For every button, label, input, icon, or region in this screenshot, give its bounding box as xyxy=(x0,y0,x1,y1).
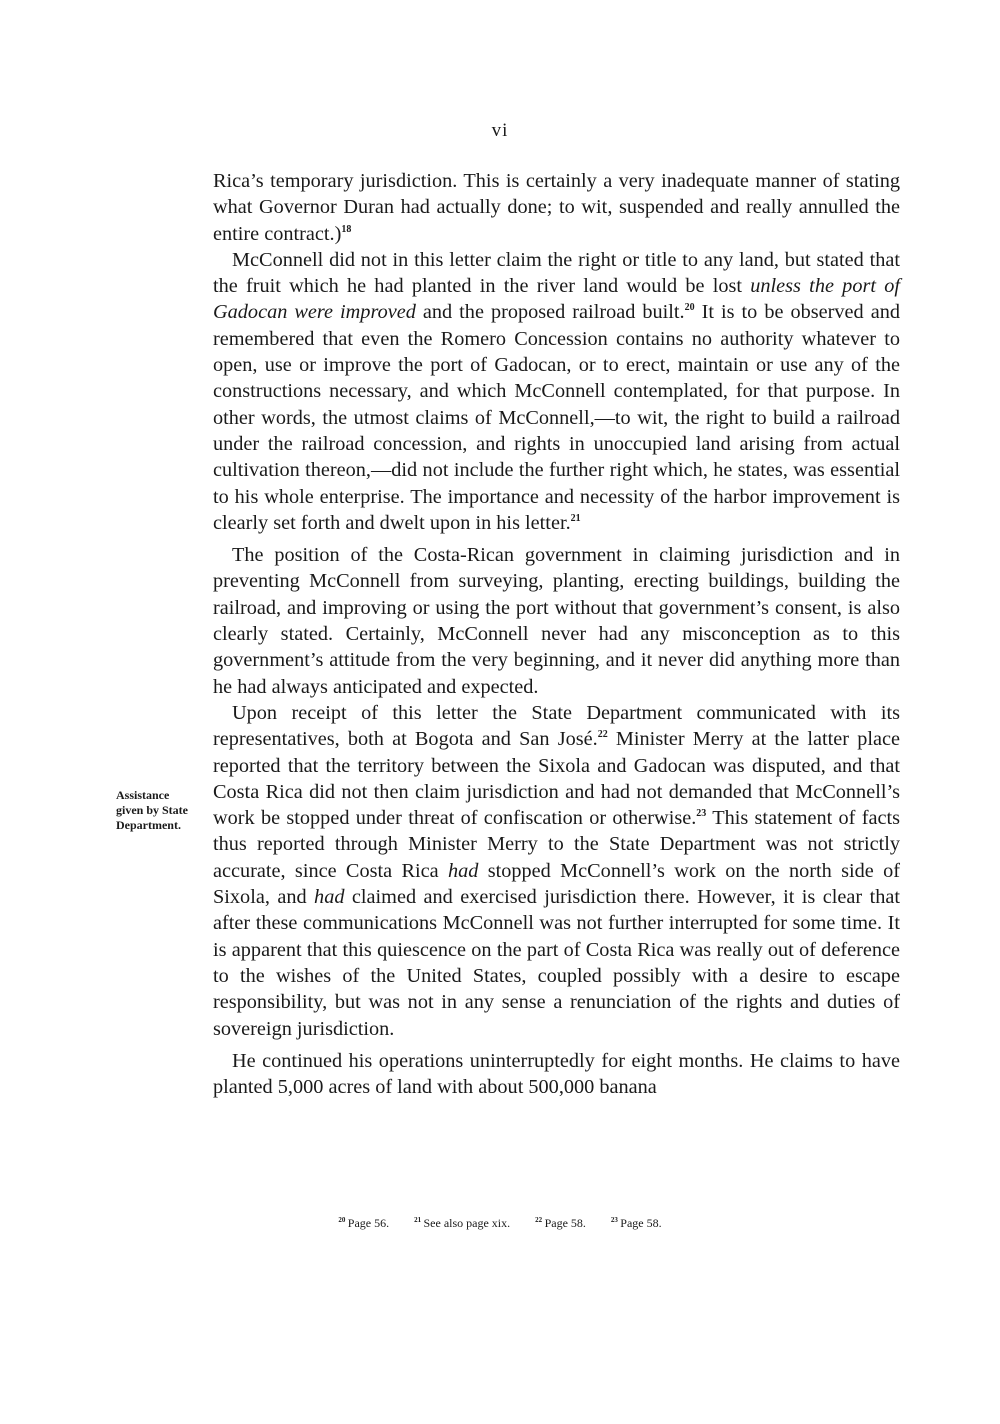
footnote-text: Page 56. xyxy=(347,1216,390,1230)
paragraph-text: stopped McConnell’s work on the north side of Sixola, and xyxy=(213,859,900,909)
footnote-ref: 22 xyxy=(597,729,608,741)
paragraph xyxy=(213,1048,900,1101)
paragraph-text: McConnell did not in this letter claim the right or title to any land, but stated that the fruit which he had planted in the river land would be lost xyxy=(213,248,900,298)
paragraph-continuation xyxy=(213,168,900,247)
paragraph-text: This statement of facts thus reported through Minister Merry to the State Department was not strictly accurate, since Costa Rica xyxy=(213,807,900,882)
page-number: vi xyxy=(491,120,509,141)
paragraph xyxy=(213,542,900,700)
footnote-number: 21 xyxy=(414,1216,422,1224)
margin-note-line: given by State xyxy=(116,803,188,817)
paragraph-text: claimed and exercised jurisdiction there. However, it is clear that after these communications McConnell was not further interrupted for some time. It is apparent that this quiescence on the part of Costa Rica was really out of deference to the wishes of the United States, coupled possibly with a desire to escape responsibility, but was not in any sense a renunciation of the rights and duties of sovereign jurisdiction. xyxy=(213,886,900,1040)
margin-note-line: Assistance xyxy=(116,788,170,802)
paragraph-text: He continued his operations uninterruptedly for eight months. He claims to have planted 5,000 acres of land with about 500,000 banana xyxy=(213,1049,900,1099)
footnote xyxy=(535,1216,586,1230)
margin-note-line: Department. xyxy=(116,818,181,832)
footnote-text: Page 58. xyxy=(620,1216,662,1230)
footnote-text: Page 58. xyxy=(544,1216,586,1230)
footnote-ref: 18 xyxy=(341,223,352,235)
paragraph-text: Minister Merry at the latter place reported that the territory between the Sixola and Gadocan was disputed, and that Costa Rica did not then claim jurisdiction and had not demanded that McConnell’s work be stopped under threat of confiscation or otherwise. xyxy=(213,728,900,830)
emphasis-text: unless the port of Gadocan were improved xyxy=(213,275,900,324)
paragraph-text: Upon receipt of this letter the State Department communicated with its representatives, both at Bogota and San José. xyxy=(213,701,900,751)
footnote-text: See also page xix. xyxy=(423,1216,511,1230)
emphasis-text: had xyxy=(447,859,479,882)
emphasis-text: had xyxy=(314,886,345,909)
footnotes xyxy=(0,1216,1000,1231)
paragraph xyxy=(213,700,900,1042)
body-text xyxy=(213,168,900,1100)
footnote-number: 23 xyxy=(610,1216,618,1224)
paragraph xyxy=(213,247,900,536)
footnote-number: 20 xyxy=(338,1216,346,1224)
paragraph-text: Rica’s temporary jurisdiction. This is certainly a very inadequate manner of stating what Governor Duran had actually done; to wit, suspended and really annulled the entire contract.) xyxy=(213,170,900,245)
paragraph-text: The position of the Costa-Rican government in claiming jurisdiction and in preventing McConnell from surveying, planting, erecting buildings, building the railroad, and improving or using the port without that government’s consent, is also clearly stated. Certainly, McConnell never had any misconception as to this government’s attitude from the very beginning, and it never did anything more than he had always anticipated and expected. xyxy=(213,544,900,698)
footnote-ref: 21 xyxy=(570,512,581,524)
footnote-number: 22 xyxy=(535,1216,543,1224)
footnote xyxy=(611,1216,662,1230)
footnote xyxy=(338,1216,389,1230)
paragraph-text: and the proposed railroad built. xyxy=(415,301,685,324)
margin-note xyxy=(116,788,208,833)
footnote-ref: 20 xyxy=(684,302,695,314)
paragraph-text: It is to be observed and remembered that even the Romero Concession contains no authority whatever to open, use or improve the port of Gadocan, or to erect, maintain or use any of the constructions necessary, and which McConnell contemplated, for that purpose. In other words, the utmost claims of McConnell,—to wit, the right to build a railroad under the railroad concession, and rights in unoccupied land arising from actual cultivation thereon,—did not include the further right which, he states, was essential to his whole enterprise. The importance and necessity of the harbor improvement is clearly set forth and dwelt upon in his letter. xyxy=(213,301,900,534)
footnote-ref: 23 xyxy=(696,808,707,820)
footnote xyxy=(414,1216,510,1230)
